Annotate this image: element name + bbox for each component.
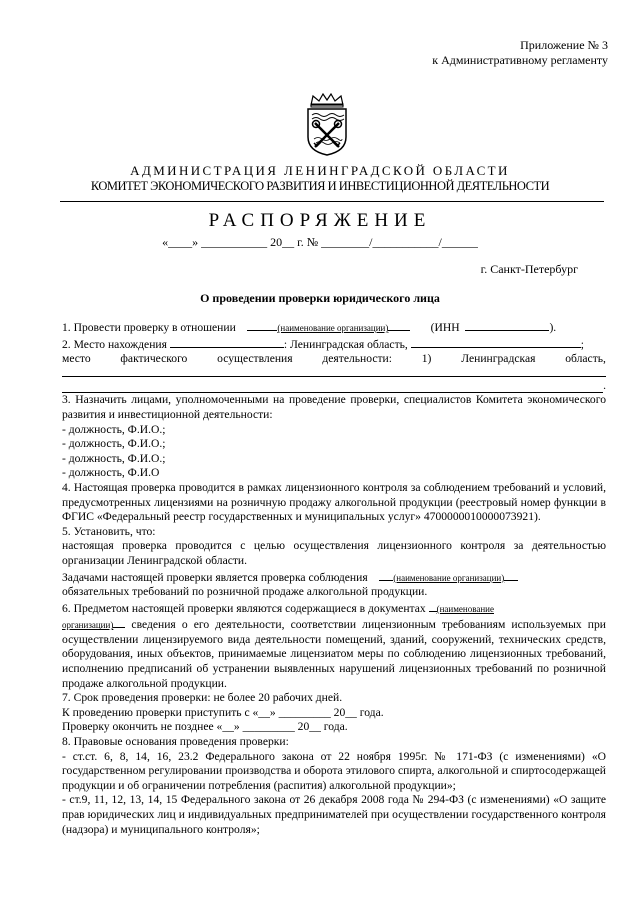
officer-item: - должность, Ф.И.О.;: [62, 437, 166, 451]
appendix-line-1: Приложение № 3: [520, 38, 608, 52]
officer-item: - должность, Ф.И.О.;: [62, 451, 166, 465]
paragraph-3: 3. Назначить лицами, уполномоченными на проведение проверки, специалистов Комитета экономического развития и инвестиционной деятельности:: [62, 393, 606, 421]
paragraph-5: 5. Установить, что:: [62, 524, 156, 538]
blank-field: [429, 600, 437, 612]
paragraph-8-law-2: - ст.9, 11, 12, 13, 14, 15 Федерального закона от 26 декабря 2008 года № 294-ФЗ (с изменениями) «О защите прав юридических лиц и индивидуальных предпринимателей при осуществлении государственного контроля (надзора) и муниципального контроля»;: [62, 793, 606, 836]
paragraph-4: 4. Настоящая проверка проводится в рамках лицензионного контроля за соблюдением требований и условий, предусмотренных лицензиями на розничную продажу алкогольной продукции (реестровый номер функции в ФГИС «Федеральный реестр государственных и муниципальных услуг» 4700000010000073921).: [62, 480, 606, 524]
p2-word: фактического: [120, 352, 188, 366]
blank-field: [247, 319, 277, 331]
paragraph-2-actual-place: [62, 352, 606, 367]
city-label: г. Санкт-Петербург: [480, 262, 578, 276]
date-number-line: «____» ___________ 20__ г. № ________/___________/______: [162, 235, 478, 249]
blank-field: [113, 616, 125, 628]
appendix-line-2: к Административному регламенту: [432, 53, 608, 67]
blank-field: [379, 569, 393, 581]
officer-item: - должность, Ф.И.О.;: [62, 422, 166, 436]
officer-item: - должность, Ф.И.О: [62, 466, 160, 480]
paragraph-7: 7. Срок проведения проверки: не более 20 рабочих дней.: [62, 691, 343, 705]
org-name-placeholder: (наименование организации): [277, 323, 389, 333]
leningrad-oblast-coat-of-arms-icon: [302, 93, 352, 157]
blank-line: [62, 367, 606, 377]
blank-field: [170, 336, 284, 348]
org-name-placeholder: (наименование организации): [393, 572, 505, 583]
p2-region: : Ленинградская область,: [283, 337, 408, 351]
document-body: [62, 319, 606, 837]
p2-word: осуществления: [217, 352, 293, 366]
header-divider: [60, 201, 604, 202]
blank-field: [504, 569, 518, 581]
p1-end: ).: [549, 321, 557, 334]
administration-title: АДМИНИСТРАЦИЯ ЛЕНИНГРАДСКОЙ ОБЛАСТИ: [130, 163, 510, 178]
blank-field: [388, 319, 410, 331]
p5-tasks-text-2: обязательных требований по розничной продаже алкогольной продукции.: [62, 585, 428, 599]
paragraph-2: [62, 336, 606, 353]
paragraph-5-tasks: [62, 569, 606, 600]
p2-word: деятельности:: [322, 352, 392, 366]
blank-field: [411, 336, 581, 348]
p1-text: 1. Провести проверку в отношении: [62, 321, 236, 334]
paragraph-1: [62, 319, 606, 336]
org-name-placeholder: (наименование: [436, 603, 494, 614]
p6-text-2: сведения о его деятельности, соответствии лицензионным требованиям используемых при осуществлении лицензируемого вида деятельности помещений, зданий, сооружений, технических средств, оборудования, иных объектов, принимаемые лицензиатом меры по соблюдению лицензионных требований, исполнению предписаний об устранении выявленных нарушений лицензионных требований по розничной продаже алкогольной продукции.: [62, 618, 606, 690]
blank-line-row: [62, 379, 606, 394]
p2-word: 1): [421, 352, 432, 366]
inn-blank: [465, 319, 549, 331]
document-subject: О проведении проверки юридического лица: [200, 291, 440, 305]
committee-title: КОМИТЕТ ЭКОНОМИЧЕСКОГО РАЗВИТИЯ И ИНВЕСТИЦИОННОЙ ДЕЯТЕЛЬНОСТИ: [90, 179, 550, 193]
p2-end-2: .: [603, 378, 606, 392]
blank-line: [62, 382, 603, 393]
paragraph-6: [62, 600, 606, 692]
paragraph-5-goal: настоящая проверка проводится с целью осуществления лицензионного контроля за деятельностью организации Ленинградской области.: [62, 539, 606, 567]
p2-word: область,: [565, 352, 606, 366]
p2-word: Ленинградская: [461, 352, 536, 366]
appendix-label: [432, 38, 608, 68]
p5-tasks-text: Задачами настоящей проверки является проверка соблюдения: [62, 570, 368, 584]
paragraph-7-end: Проверку окончить не позднее «__» _________ 20__ года.: [62, 720, 348, 734]
inn-label: (ИНН: [430, 321, 460, 334]
p2-end: ;: [580, 337, 584, 351]
p2-word: место: [62, 352, 91, 366]
p6-text: 6. Предметом настоящей проверки являются содержащиеся в документах: [62, 601, 426, 615]
document-type-title: РАСПОРЯЖЕНИЕ: [208, 210, 432, 231]
paragraph-8-law-1: - ст.ст. 6, 8, 14, 16, 23.2 Федерального закона от 22 ноября 1995г. № 171-ФЗ (с изменениями) «О государственном регулировании производства и оборота этилового спирта, алкогольной и спиртосодержащей продукции и об ограничении потребления (распития) алкогольной продукции»;: [62, 749, 606, 792]
p2-text: 2. Место нахождения: [62, 337, 167, 351]
org-name-placeholder: организации): [62, 620, 114, 631]
paragraph-8: 8. Правовые основания проведения проверки:: [62, 735, 289, 749]
paragraph-7-start: К проведению проверки приступить с «__» _________ 20__ года.: [62, 705, 384, 719]
